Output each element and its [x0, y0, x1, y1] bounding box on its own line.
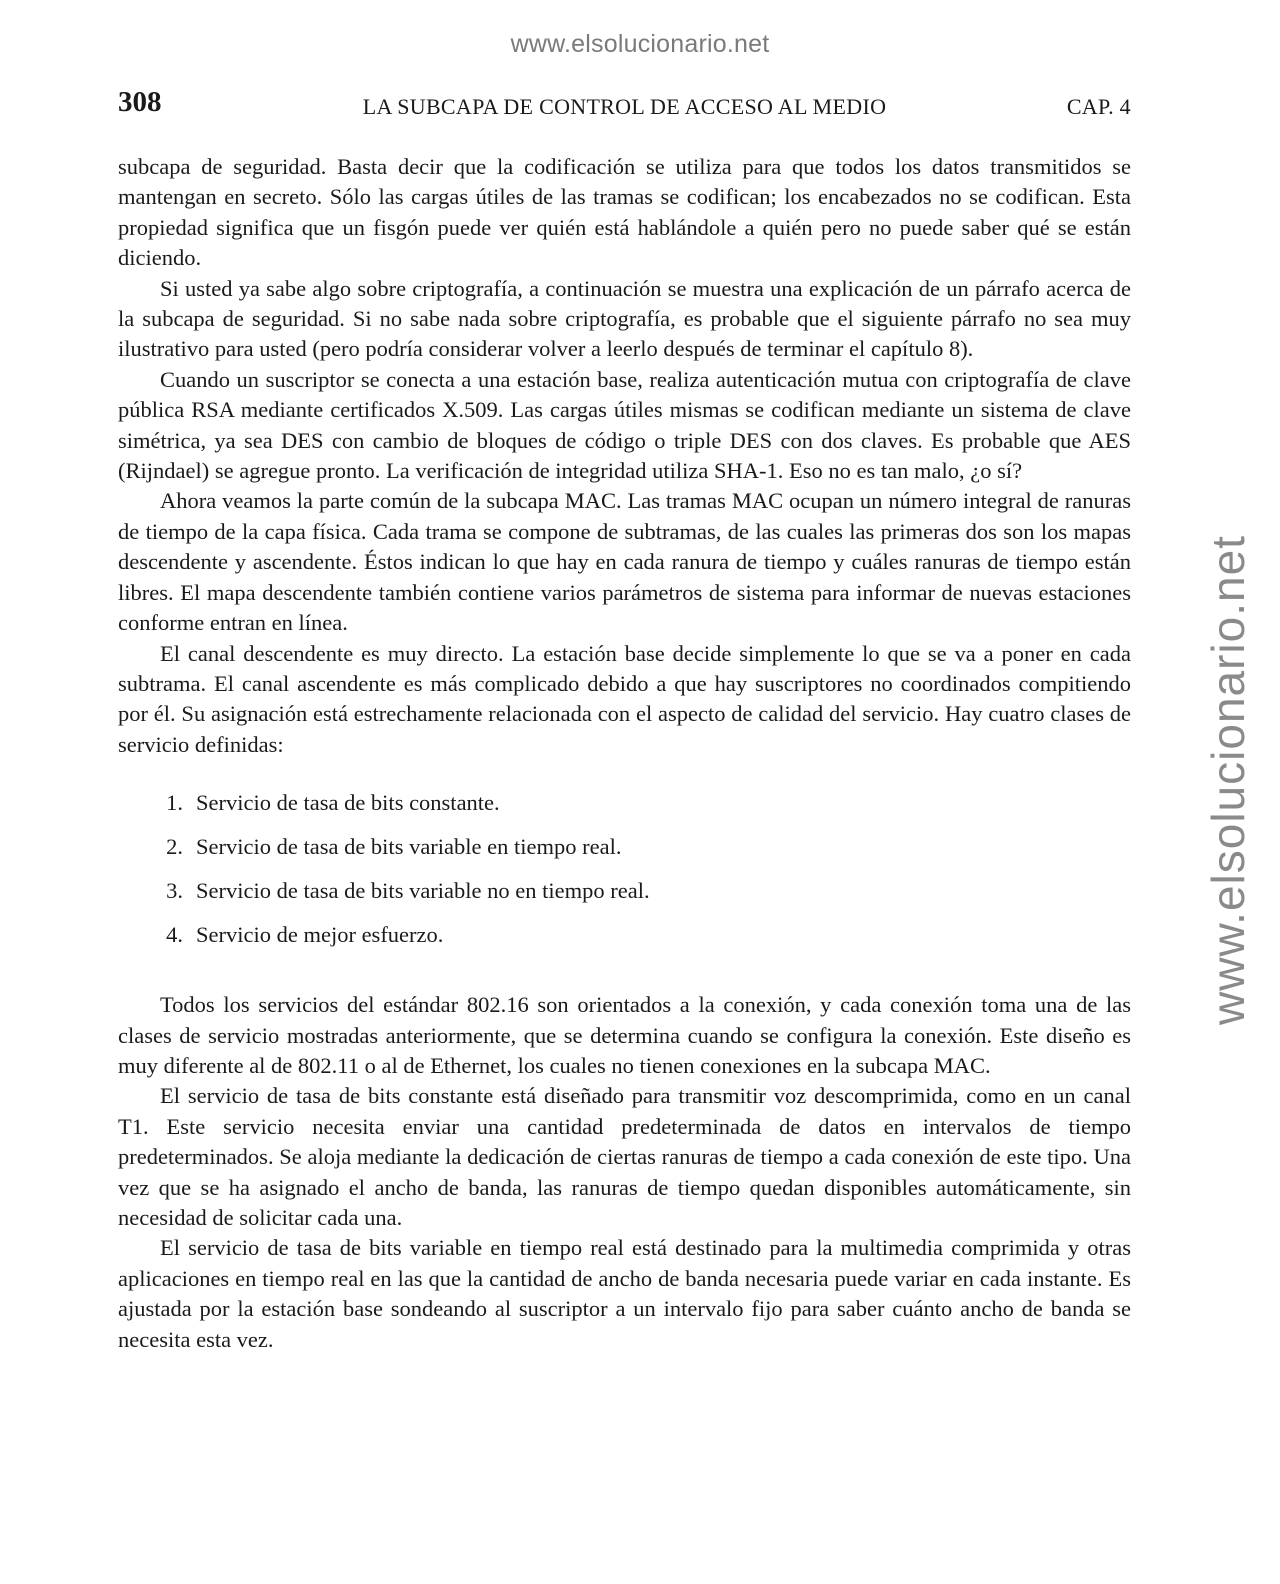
page-header — [118, 84, 1131, 128]
list-item-number: 1. — [166, 790, 183, 816]
watermark-side: www.elsolucionario.net — [1202, 535, 1254, 1025]
list-item-number: 4. — [166, 922, 183, 948]
paragraph: El canal descendente es muy directo. La estación base decide simplemente lo que se va a poner en cada subtrama. El canal ascendente es más complicado debido a que hay suscriptores no coordinados compitiendo por él. Su asignación está estrechamente relacionada con el aspecto de calidad del servicio. Hay cuatro clases de servicio definidas: — [118, 640, 1131, 757]
paragraph: Cuando un suscriptor se conecta a una estación base, realiza autenticación mutua con criptografía de clave pública RSA mediante certificados X.509. Las cargas útiles mismas se codifican mediante un sistema de clave simétrica, ya sea DES con cambio de bloques de código o triple DES con dos claves. Es probable que AES (Rijndael) se agregue pronto. La verificación de integridad utiliza SHA-1. Eso no es tan malo, ¿o sí? — [118, 366, 1131, 484]
paragraph: Ahora veamos la parte común de la subcapa MAC. Las tramas MAC ocupan un número integral de ranuras de tiempo de la capa física. Cada trama se compone de subtramas, de las cuales las primeras dos son los mapas descendente y ascendente. Éstos indican lo que hay en cada ranura de tiempo y cuáles ranuras de tiempo están libres. El mapa descendente también contiene varios parámetros de sistema para informar de nuevas estaciones conforme entran en línea. — [118, 488, 1131, 636]
list-item — [118, 788, 1131, 832]
body-text — [118, 152, 1131, 1355]
list-item — [118, 920, 1131, 964]
list-item — [118, 876, 1131, 920]
list-item-number: 2. — [166, 834, 183, 860]
page-number: 308 — [118, 86, 162, 118]
paragraph: El servicio de tasa de bits constante está diseñado para transmitir voz descomprimida, como en un canal T1. Este servicio necesita enviar una cantidad predeterminada de datos en intervalos de tiempo predeterminados. Se aloja mediante la dedicación de ciertas ranuras de tiempo a cada conexión de este tipo. Una vez que se ha asignado el ancho de banda, las ranuras de tiempo quedan disponibles automáticamente, sin necesidad de solicitar cada una. — [118, 1083, 1131, 1230]
list-item-text: Servicio de tasa de bits constante. — [196, 790, 500, 816]
paragraph: subcapa de seguridad. Basta decir que la codificación se utiliza para que todos los datos transmitidos se mantengan en secreto. Sólo las cargas útiles de las tramas se codifican; los encabezados no se codifican. Esta propiedad significa que un fisgón puede ver quién está hablándole a quién pero no puede saber qué se están diciendo. — [118, 154, 1131, 271]
list-item — [118, 832, 1131, 876]
service-classes-list — [118, 788, 1131, 964]
list-item-number: 3. — [166, 878, 183, 904]
paragraph: El servicio de tasa de bits variable en tiempo real está destinado para la multimedia comprimida y otras aplicaciones en tiempo real en las que la cantidad de ancho de banda necesaria puede variar en cada instante. Es ajustada por la estación base sondeando al suscriptor a un intervalo fijo para saber cuánto ancho de banda se necesita esta vez. — [118, 1235, 1131, 1352]
watermark-top: www.elsolucionario.net — [510, 30, 770, 58]
list-item-text: Servicio de tasa de bits variable en tiempo real. — [196, 834, 622, 860]
list-item-text: Servicio de mejor esfuerzo. — [196, 922, 444, 948]
list-item-text: Servicio de tasa de bits variable no en tiempo real. — [196, 878, 650, 904]
paragraph: Si usted ya sabe algo sobre criptografía, a continuación se muestra una explicación de un párrafo acerca de la subcapa de seguridad. Si no sabe nada sobre criptografía, es probable que el siguiente párrafo no sea muy ilustrativo para usted (pero podría considerar volver a leerlo después de terminar el capítulo 8). — [118, 275, 1131, 362]
chapter-label: CAP. 4 — [1066, 94, 1131, 119]
paragraph: Todos los servicios del estándar 802.16 son orientados a la conexión, y cada conexión toma una de las clases de servicio mostradas anteriormente, que se determina cuando se configura la conexión. Este diseño es muy diferente al de 802.11 o al de Ethernet, los cuales no tienen conexiones en la subcapa MAC. — [118, 992, 1131, 1078]
running-title: LA SUBCAPA DE CONTROL DE ACCESO AL MEDIO — [362, 94, 887, 119]
